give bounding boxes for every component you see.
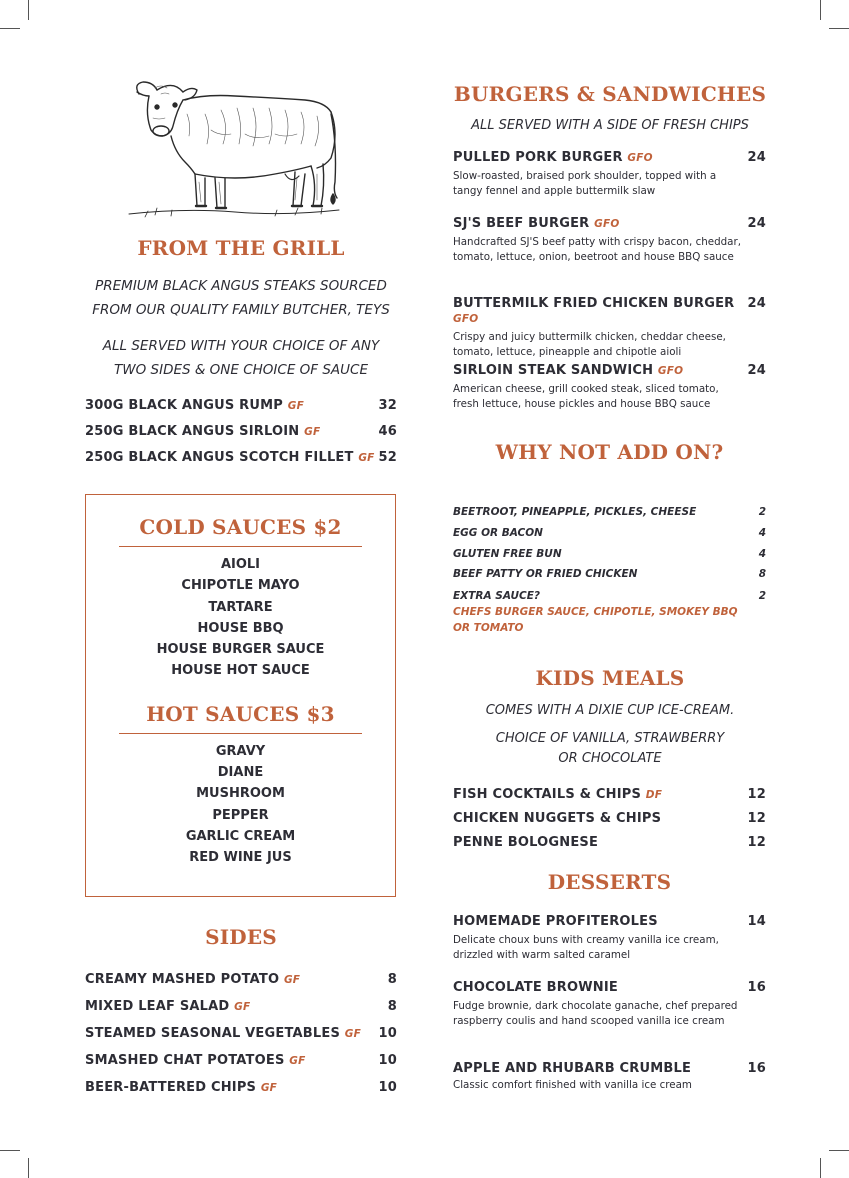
item-price: 46 <box>378 424 397 439</box>
item-name: SIRLOIN STEAK SANDWICH <box>453 363 654 378</box>
divider <box>119 733 362 734</box>
sauce-item: AIOLI <box>220 557 261 572</box>
menu-item <box>85 398 397 424</box>
addon-item <box>453 588 766 604</box>
dietary-tag: GFO <box>657 365 684 377</box>
sauces-box <box>85 494 396 897</box>
desserts-section <box>453 870 766 894</box>
menu-item <box>453 980 766 1061</box>
menu-item <box>85 1053 397 1080</box>
addon-price: 8 <box>758 568 766 581</box>
addon-price: 4 <box>758 526 766 539</box>
sauce-item: DIANE <box>217 765 264 781</box>
menu-item <box>453 835 766 859</box>
burgers-title: BURGERS & SANDWICHES <box>453 82 767 106</box>
item-price: 10 <box>378 1053 397 1068</box>
item-name: CHOCOLATE BROWNIE <box>453 980 618 995</box>
dietary-tag: GFO <box>594 218 620 230</box>
item-description: Delicate choux buns with creamy vanilla ice cream, drizzled with warm salted caramel <box>453 934 719 961</box>
grill-section <box>85 236 397 382</box>
menu-item <box>85 972 397 999</box>
cow-illustration <box>125 74 345 222</box>
item-price: 12 <box>747 835 766 850</box>
addon-price: 2 <box>758 506 766 518</box>
item-price: 12 <box>747 811 766 826</box>
dietary-tag: GF <box>234 1001 251 1013</box>
desserts-title: DESSERTS <box>547 870 672 894</box>
sauce-item: CHIPOTLE MAYO <box>181 578 300 594</box>
addons-title: WHY NOT ADD ON? <box>495 440 724 464</box>
item-description: Classic comfort finished with vanilla ice cream <box>453 1079 692 1091</box>
item-name: APPLE AND RHUBARB CRUMBLE <box>453 1061 692 1076</box>
sauce-item: GRAVY <box>215 743 266 759</box>
menu-item <box>85 1080 397 1107</box>
item-price: 24 <box>747 296 766 311</box>
dietary-tag: GFO <box>453 313 479 325</box>
crop-mark <box>0 28 20 29</box>
sauce-item: HOUSE BBQ <box>197 620 284 636</box>
item-price: 16 <box>747 1061 766 1076</box>
kids-subtitle: CHOICE OF VANILLA, STRAWBERRY <box>495 731 725 746</box>
sides-section <box>85 925 397 949</box>
sauce-item: TARTARE <box>208 599 273 615</box>
menu-item <box>85 999 397 1026</box>
addon-name: BEETROOT, PINEAPPLE, PICKLES, CHEESE <box>453 506 697 518</box>
grill-list <box>85 398 397 476</box>
kids-title: KIDS MEALS <box>535 666 685 690</box>
addon-name: GLUTEN FREE BUN <box>453 547 562 560</box>
kids-subtitle: OR CHOCOLATE <box>558 751 662 766</box>
addon-item <box>453 564 766 585</box>
item-price: 12 <box>747 787 766 802</box>
cold-sauces-title: COLD SAUCES $2 <box>139 515 342 539</box>
item-name: PENNE BOLOGNESE <box>453 835 599 850</box>
menu-item <box>453 787 766 811</box>
item-name: FISH COCKTAILS & CHIPS <box>453 787 642 802</box>
dietary-tag: GF <box>283 974 301 986</box>
addons-list <box>453 502 766 636</box>
item-name: SJ'S BEEF BURGER <box>453 216 590 231</box>
hot-sauces-title: HOT SAUCES $3 <box>146 701 335 726</box>
addon-price: 4 <box>758 547 766 560</box>
sauce-item: PEPPER <box>212 807 269 823</box>
item-name: 250G BLACK ANGUS SIRLOIN <box>85 424 300 439</box>
crop-mark <box>0 1150 20 1151</box>
kids-subtitle: COMES WITH A DIXIE CUP ICE-CREAM. <box>485 703 735 718</box>
dietary-tag: GF <box>304 426 321 438</box>
burgers-list <box>453 150 766 429</box>
item-name: SMASHED CHAT POTATOES <box>85 1053 285 1068</box>
item-name: CHICKEN NUGGETS & CHIPS <box>453 811 662 826</box>
addon-item <box>453 523 766 544</box>
dietary-tag: GF <box>260 1082 278 1094</box>
desserts-list <box>453 914 766 1093</box>
menu-item <box>453 1061 766 1093</box>
crop-mark <box>28 1158 29 1178</box>
sides-title: SIDES <box>205 925 277 949</box>
grill-title: FROM THE GRILL <box>137 236 345 260</box>
sides-list <box>85 972 397 1107</box>
menu-item <box>453 914 766 980</box>
grill-subtitle-line: TWO SIDES & ONE CHOICE OF SAUCE <box>114 362 368 378</box>
addon-item <box>453 502 766 523</box>
item-name: PULLED PORK BURGER <box>453 150 623 165</box>
item-price: 52 <box>378 450 397 465</box>
item-price: 24 <box>747 150 766 165</box>
item-name: 300G BLACK ANGUS RUMP <box>85 398 284 413</box>
dietary-tag: GF <box>358 452 375 464</box>
divider <box>119 546 362 547</box>
item-price: 8 <box>387 972 397 987</box>
item-price: 24 <box>747 216 766 231</box>
menu-item <box>453 296 766 363</box>
addons-section <box>453 440 766 464</box>
crop-mark <box>829 28 849 29</box>
menu-item <box>85 1026 397 1053</box>
item-price: 24 <box>747 363 766 378</box>
grill-subtitle-line: PREMIUM BLACK ANGUS STEAKS SOURCED <box>95 278 387 294</box>
dietary-tag: GF <box>287 400 304 412</box>
grill-subtitle-line: ALL SERVED WITH YOUR CHOICE OF ANY <box>102 338 380 354</box>
item-price: 10 <box>378 1080 397 1095</box>
item-description: Crispy and juicy buttermilk chicken, cheddar cheese, tomato, lettuce, pineapple and chipotle aioli <box>453 331 726 358</box>
item-name: STEAMED SEASONAL VEGETABLES <box>85 1026 341 1041</box>
sauce-item: RED WINE JUS <box>189 850 292 866</box>
burgers-section <box>440 82 780 138</box>
item-description: Handcrafted SJ'S beef patty with crispy bacon, cheddar, tomato, lettuce, onion, beetroot and house BBQ sauce <box>453 236 741 263</box>
crop-mark <box>820 1158 821 1178</box>
sauce-item: MUSHROOM <box>196 786 285 802</box>
kids-section <box>440 666 780 769</box>
sauce-item: HOUSE BURGER SAUCE <box>156 642 325 658</box>
burgers-subtitle: ALL SERVED WITH A SIDE OF FRESH CHIPS <box>471 118 749 133</box>
addon-note: OR TOMATO <box>453 622 524 635</box>
item-description: Slow-roasted, braised pork shoulder, topped with a tangy fennel and apple buttermilk slaw <box>453 170 717 197</box>
item-name: HOMEMADE PROFITEROLES <box>453 914 658 929</box>
item-price: 16 <box>747 980 766 995</box>
addon-price: 2 <box>758 590 766 603</box>
dietary-tag: GF <box>289 1055 306 1067</box>
addon-item <box>453 544 766 565</box>
dietary-tag: GF <box>344 1028 361 1040</box>
addon-name: EGG OR BACON <box>453 526 543 539</box>
menu-item <box>453 150 766 216</box>
menu-item <box>453 216 766 296</box>
item-price: 8 <box>387 999 397 1014</box>
menu-item <box>453 363 766 429</box>
sauce-item: GARLIC CREAM <box>185 828 296 844</box>
sauce-item: HOUSE HOT SAUCE <box>171 663 310 679</box>
addon-name: EXTRA SAUCE? <box>453 590 541 603</box>
grill-subtitle-line: FROM OUR QUALITY FAMILY BUTCHER, TEYS <box>92 302 390 318</box>
addon-note: CHEFS BURGER SAUCE, CHIPOTLE, SMOKEY BBQ <box>453 606 738 619</box>
item-description: American cheese, grill cooked steak, sliced tomato, fresh lettuce, house pickles and house BBQ sauce <box>453 383 719 410</box>
item-price: 32 <box>378 398 397 413</box>
item-name: MIXED LEAF SALAD <box>85 999 230 1014</box>
item-name: BEER-BATTERED CHIPS <box>85 1080 257 1095</box>
item-name: BUTTERMILK FRIED CHICKEN BURGER <box>453 296 735 311</box>
dietary-tag: GFO <box>627 152 653 164</box>
crop-mark <box>28 0 29 20</box>
item-name: 250G BLACK ANGUS SCOTCH FILLET <box>85 450 354 465</box>
crop-mark <box>820 0 821 20</box>
item-description: Fudge brownie, dark chocolate ganache, chef prepared raspberry coulis and hand scooped vanilla ice cream <box>453 1000 738 1027</box>
item-price: 10 <box>378 1026 397 1041</box>
dietary-tag: DF <box>645 789 663 801</box>
menu-item <box>85 424 397 450</box>
kids-list <box>453 787 766 859</box>
menu-item <box>85 450 397 476</box>
crop-mark <box>829 1150 849 1151</box>
item-price: 14 <box>747 914 766 929</box>
menu-item <box>453 811 766 835</box>
item-name: CREAMY MASHED POTATO <box>85 972 280 987</box>
addon-name: BEEF PATTY OR FRIED CHICKEN <box>453 568 638 581</box>
